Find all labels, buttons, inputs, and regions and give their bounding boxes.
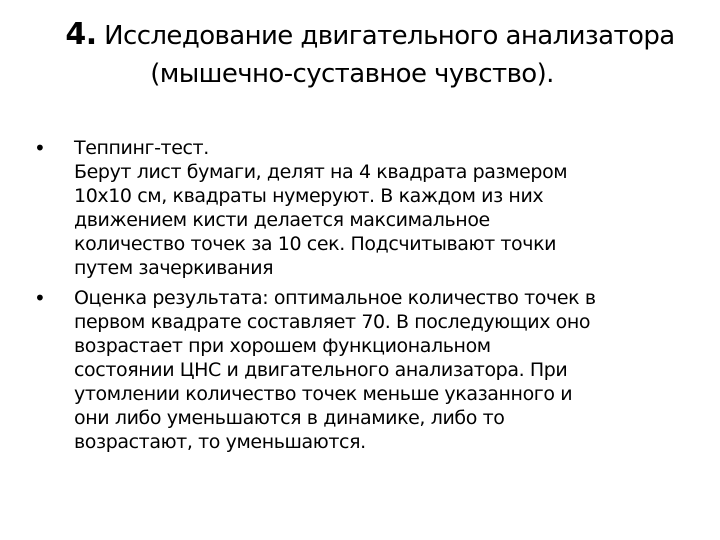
bullet-icon: • <box>34 286 46 310</box>
bullet-line: движением кисти делается максимальное <box>74 209 490 231</box>
bullet-line: первом квадрате составляет 70. В последующих оно <box>74 311 591 333</box>
bullet-line: они либо уменьшаются в динамике, либо то <box>74 407 505 429</box>
bullet-item-result-evaluation <box>30 286 690 454</box>
bullet-line: Теппинг-тест. <box>74 137 209 159</box>
title-text: Исследование двигательного анализатора <box>104 21 675 51</box>
title-line-2: (мышечно-суставное чувство). <box>150 59 554 89</box>
title-number: 4. <box>65 17 97 52</box>
bullet-line: состоянии ЦНС и двигательного анализатора. При <box>74 359 568 381</box>
bullet-icon: • <box>34 136 46 160</box>
title-line-1 <box>40 16 700 55</box>
bullet-line: количество точек за 10 сек. Подсчитывают точки <box>74 233 557 255</box>
bullet-item-tapping-test <box>30 136 690 280</box>
bullet-text <box>74 286 690 454</box>
bullet-text <box>74 136 690 280</box>
bullet-line: путем зачеркивания <box>74 257 274 279</box>
bullet-line: возрастают, то уменьшаются. <box>74 431 366 453</box>
bullet-line: Оценка результата: оптимальное количество точек в <box>74 287 596 309</box>
bullet-line: утомлении количество точек меньше указанного и <box>74 383 573 405</box>
bullet-line: 10х10 см, квадраты нумеруют. В каждом из них <box>74 185 544 207</box>
bullet-line: возрастает при хорошем функциональном <box>74 335 491 357</box>
bullet-list <box>30 136 690 460</box>
bullet-line: Берут лист бумаги, делят на 4 квадрата размером <box>74 161 568 183</box>
slide-title <box>40 16 700 93</box>
